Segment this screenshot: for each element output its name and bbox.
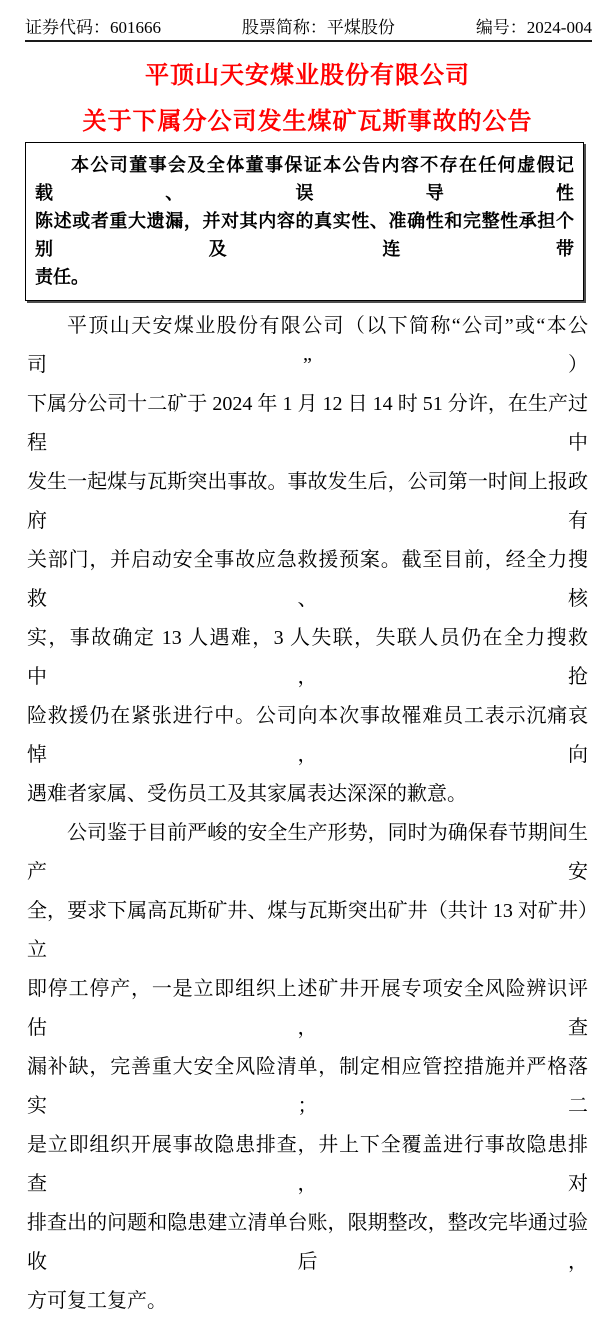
body-line: 是立即组织开展事故隐患排查，井上下全覆盖进行事故隐患排查，对 bbox=[27, 1134, 588, 1195]
company-name-title: 平顶山天安煤业股份有限公司 bbox=[145, 63, 470, 89]
body-line: 即停工停产，一是立即组织上述矿井开展专项安全风险辨识评估，查 bbox=[27, 978, 588, 1039]
body-line: 漏补缺，完善重大安全风险清单，制定相应管控措施并严格落实；二 bbox=[27, 1056, 588, 1117]
body-line: 平顶山天安煤业股份有限公司（以下简称“公司”或“本公司”） bbox=[27, 315, 588, 376]
body-line: 险救援仍在紧张进行中。公司向本次事故罹难员工表示沉痛哀悼，向 bbox=[27, 705, 588, 766]
body-line: 方可复工复产。 bbox=[27, 1290, 167, 1312]
declaration-line: 本公司董事会及全体董事保证本公告内容不存在任何虚假记载、误导性 bbox=[35, 155, 574, 203]
body-line: 关部门，并启动安全事故应急救援预案。截至目前，经全力搜救、核 bbox=[27, 549, 588, 610]
body-line: 实，事故确定 13 人遇难，3 人失联，失联人员仍在全力搜救中，抢 bbox=[27, 627, 588, 688]
announcement-title: 关于下属分公司发生煤矿瓦斯事故的公告 bbox=[82, 109, 533, 135]
declaration-line: 陈述或者重大遗漏，并对其内容的真实性、准确性和完整性承担个别及连带 bbox=[35, 211, 574, 259]
body-line: 遇难者家属、受伤员工及其家属表达深深的歉意。 bbox=[27, 783, 467, 805]
announcement-number: 编号：2024-004 bbox=[475, 18, 592, 37]
securities-header bbox=[25, 0, 592, 42]
body-line: 下属分公司十二矿于 2024 年 1 月 12 日 14 时 51 分许，在生产过程中 bbox=[27, 393, 588, 454]
declaration-line: 责任。 bbox=[35, 267, 89, 287]
body-line: 全，要求下属高瓦斯矿井、煤与瓦斯突出矿井（共计 13 对矿井）立 bbox=[27, 900, 588, 961]
body-line: 排查出的问题和隐患建立清单台账，限期整改，整改完毕通过验收后， bbox=[27, 1212, 588, 1273]
board-declaration-box bbox=[25, 142, 584, 301]
body-line: 发生一起煤与瓦斯突出事故。事故发生后，公司第一时间上报政府有 bbox=[27, 471, 588, 532]
announcement-body bbox=[27, 307, 588, 1321]
body-line: 公司鉴于目前严峻的安全生产形势，同时为确保春节期间生产安 bbox=[27, 822, 588, 883]
stock-code: 证券代码：601666 bbox=[25, 18, 161, 37]
stock-short-name: 股票简称：平煤股份 bbox=[241, 18, 395, 37]
